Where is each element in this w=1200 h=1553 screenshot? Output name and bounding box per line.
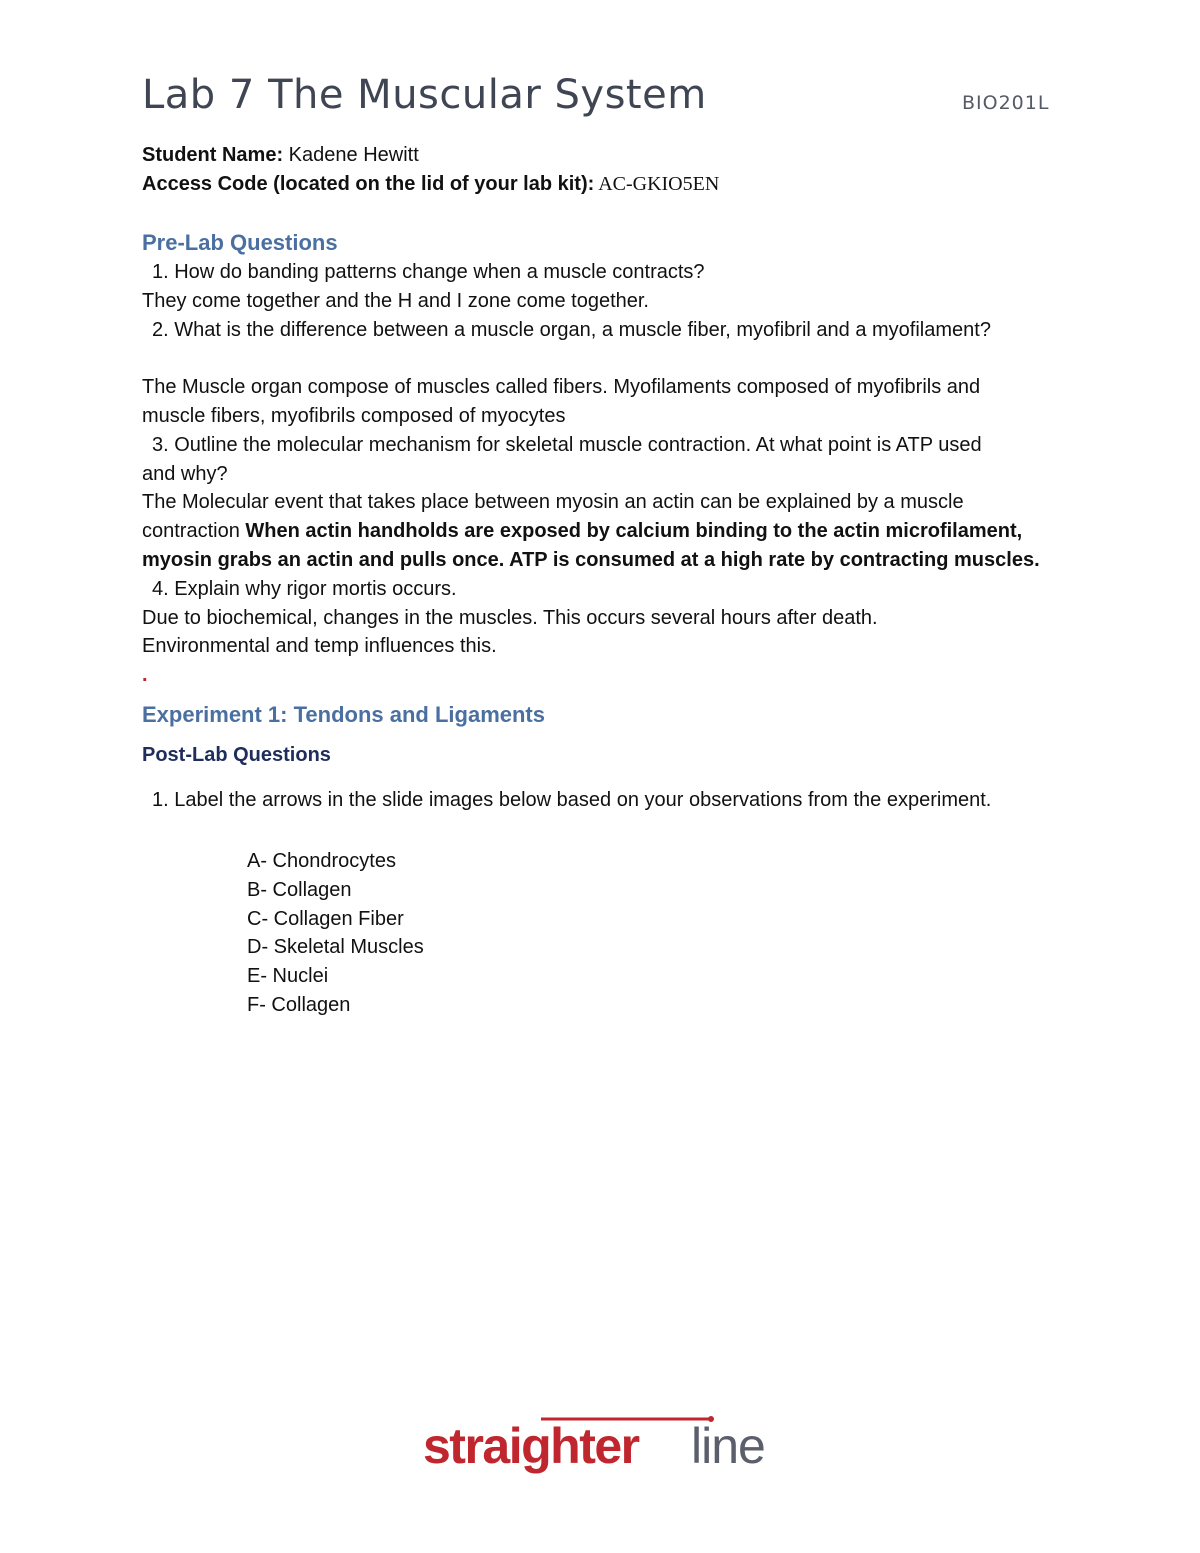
red-dot-mark: . [142, 664, 148, 687]
access-code-value: AC-GKIO5EN [594, 172, 720, 195]
answer-list [247, 847, 424, 1020]
student-info [142, 141, 1072, 199]
student-name-label: Student Name: [142, 144, 284, 166]
prelab-q1: 1. How do banding patterns change when a muscle contracts? [152, 261, 705, 283]
answer-item: B- Collagen [247, 878, 352, 901]
prelab-a2-line1: The Muscle organ compose of muscles called fibers. Myofilaments composed of myofibrils and [142, 376, 981, 399]
prelab-a3-line3: myosin grabs an actin and pulls once. ATP is consumed at a high rate by contracting muscles. [142, 548, 1040, 571]
prelab-q2: 2. What is the difference between a muscle organ, a muscle fiber, myofibril and a myofilament? [152, 318, 991, 341]
answer-item: F- Collagen [247, 993, 351, 1016]
student-name-value: Kadene Hewitt [283, 144, 419, 166]
prelab-section [142, 228, 1072, 690]
logo-text-straighter: straighter [423, 1418, 639, 1474]
straighterline-logo [423, 1413, 779, 1483]
postlab-q1: 1. Label the arrows in the slide images below based on your observations from the experiment. [152, 789, 992, 811]
answer-item: C- Collagen Fiber [247, 907, 404, 930]
experiment1-section [142, 700, 1072, 815]
prelab-heading: Pre-Lab Questions [142, 230, 338, 255]
prelab-a1: They come together and the H and I zone come together. [142, 289, 649, 312]
access-code-label: Access Code (located on the lid of your lab kit): [142, 172, 595, 195]
prelab-a3-line2 [142, 517, 1072, 546]
student-name-line [142, 141, 1072, 170]
logo-text-line: line [691, 1418, 765, 1474]
prelab-q3-line1: 3. Outline the molecular mechanism for skeletal muscle contraction. At what point is ATP used [152, 433, 982, 456]
prelab-a3-line1: The Molecular event that takes place between myosin an actin can be explained by a muscle [142, 491, 964, 514]
access-code-line [142, 170, 1072, 199]
experiment1-heading: Experiment 1: Tendons and Ligaments [142, 702, 545, 727]
prelab-a3-bold: When actin handholds are exposed by calcium binding to the actin microfilament, [245, 520, 1023, 543]
prelab-a2-line2: muscle fibers, myofibrils composed of myocytes [142, 404, 566, 427]
postlab-heading: Post-Lab Questions [142, 744, 331, 766]
answer-item: E- Nuclei [247, 965, 329, 988]
prelab-a4-line2: Environmental and temp influences this. [142, 635, 497, 658]
answer-item: D- Skeletal Muscles [247, 936, 424, 959]
answer-item: A- Chondrocytes [247, 850, 396, 872]
document-title: Lab 7 The Muscular System [142, 72, 707, 118]
prelab-q4: 4. Explain why rigor mortis occurs. [152, 577, 457, 600]
prelab-a3-plain: contraction [142, 520, 246, 543]
course-code: BIO201L [962, 92, 1050, 114]
prelab-q3-line2: and why? [142, 462, 228, 485]
blank-line [142, 344, 1072, 373]
prelab-a4-line1: Due to biochemical, changes in the muscles. This occurs several hours after death. [142, 606, 878, 629]
